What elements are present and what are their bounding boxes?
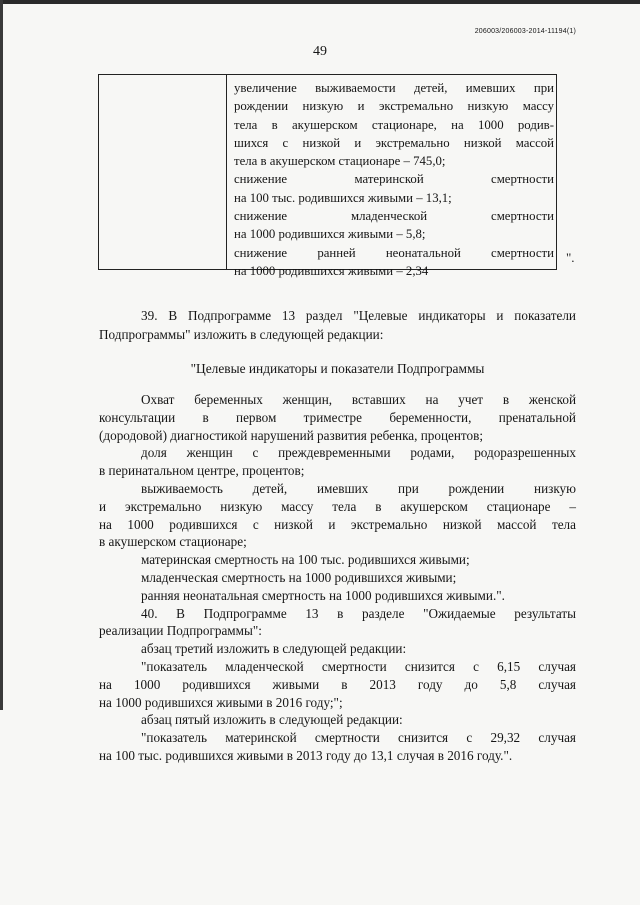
table-line: снижение младенческой смертности — [234, 209, 554, 224]
text-line: в акушерском стационаре; — [99, 534, 247, 550]
document-code: 206003/206003-2014-11194(1) — [474, 28, 576, 35]
text-line: "показатель материнской смертности снизится с 29,32 случая — [141, 730, 576, 746]
table-line: на 100 тыс. родившихся живыми – 13,1; — [234, 190, 452, 205]
text-line: материнская смертность на 100 тыс. родившихся живыми; — [141, 552, 470, 568]
text-line: консультации в первом триместре беременности, пренатальной — [99, 409, 576, 425]
scan-top-rule — [0, 0, 640, 4]
table-line: на 1000 родившихся живыми – 2,34 — [234, 263, 429, 278]
closing-quote: ". — [566, 250, 575, 265]
section-39 — [99, 306, 576, 344]
section-heading: "Целевые индикаторы и показатели Подпрограммы — [190, 361, 485, 376]
text-line: на 100 тыс. родившихся живыми в 2013 году до 13,1 случая в 2016 году.". — [99, 747, 513, 763]
table-line: снижение материнской смертности — [234, 172, 554, 187]
indicators-text — [99, 391, 576, 765]
text-line: реализации Подпрограммы": — [99, 623, 262, 639]
text-line: в перинатальном центре, процентов; — [99, 463, 305, 479]
text-line: младенческая смертность на 1000 родившихся живыми; — [141, 569, 457, 585]
text-line: выживаемость детей, имевших при рождении низкую — [141, 480, 576, 496]
text-line: на 1000 родившихся с низкой и экстремально низкой массой тела — [99, 516, 576, 532]
page-number: 49 — [313, 44, 327, 59]
text-line: и экстремально низкую массу тела в акушерском стационаре – — [99, 498, 576, 514]
indicators-table-fragment — [98, 74, 557, 278]
table-line: увеличение выживаемости детей, имевших при — [234, 81, 554, 95]
text-line: 40. В Подпрограмме 13 в разделе "Ожидаемые результаты — [141, 605, 576, 621]
table-line: рождении низкую и экстремально низкую массу — [234, 99, 554, 114]
table-cell-text — [234, 79, 554, 280]
section-39-line: Подпрограммы" изложить в следующей редакции: — [99, 327, 384, 342]
text-line: доля женщин с преждевременными родами, родоразрешенных — [141, 445, 576, 461]
text-line: "показатель младенческой смертности снизится с 6,15 случая — [141, 658, 576, 674]
text-line: Охват беременных женщин, вставших на учет в женской — [141, 392, 576, 407]
table-line: на 1000 родившихся живыми – 5,8; — [234, 227, 426, 242]
scan-left-edge — [0, 0, 3, 710]
section-39-line: 39. В Подпрограмме 13 раздел "Целевые индикаторы и показатели — [141, 308, 576, 323]
table-line: тела в акушерском стационаре, на 1000 родив- — [234, 117, 554, 132]
text-line: абзац третий изложить в следующей редакции: — [141, 641, 407, 657]
text-line: на 1000 родившихся живыми в 2013 году до 5,8 случая — [99, 676, 576, 692]
text-line: ранняя неонатальная смертность на 1000 родившихся живыми.". — [141, 587, 505, 603]
text-line: абзац пятый изложить в следующей редакции: — [141, 712, 403, 728]
table-line: снижение ранней неонатальной смертности — [234, 245, 554, 260]
table-line: шихся с низкой и экстремально низкой массой — [234, 135, 554, 150]
table-line: тела в акушерском стационаре – 745,0; — [234, 154, 446, 169]
table-column-divider — [226, 75, 227, 269]
text-line: (дородовой) диагностикой нарушений развития ребенка, процентов; — [99, 427, 484, 443]
text-line: на 1000 родившихся живыми в 2016 году;"; — [99, 694, 343, 710]
